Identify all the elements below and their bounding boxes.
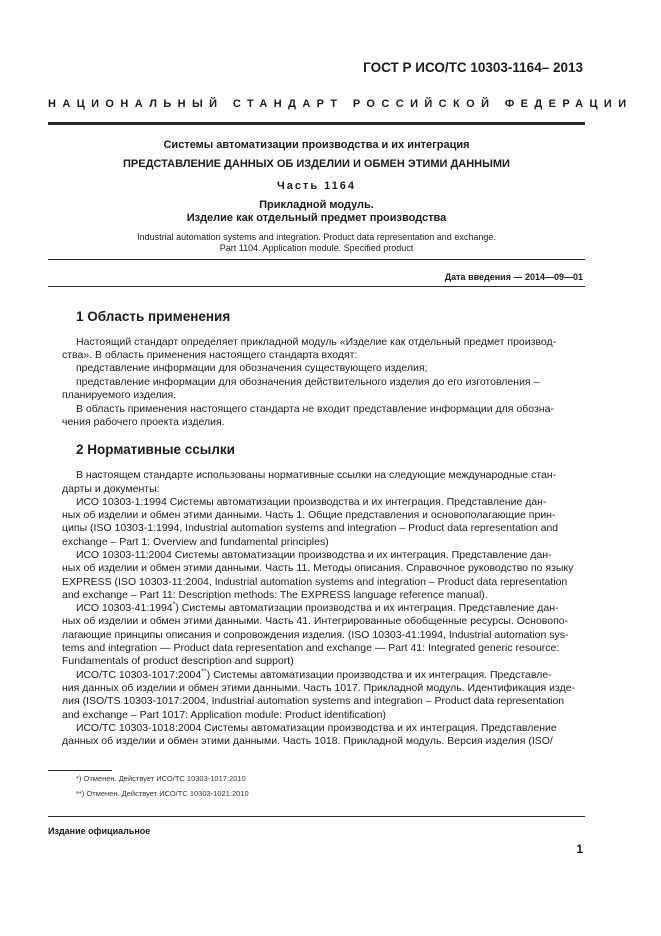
paragraph-line: Fundamentals of product description and support) <box>62 655 294 667</box>
paragraph-line: данных об изделии и обмен этими данными. Часть 1018. Прикладной модуль. Версия изделия (ISO/ <box>62 735 553 747</box>
paragraph-line: ных об изделии и обмен этими данными. Часть 41. Интегрированные обобщенные ресурсы. Основопо- <box>62 615 569 627</box>
paragraph-line: EXPRESS (ISO 10303-11:2004, Industrial automation systems and integration – Product data representation <box>62 576 568 588</box>
page-number: 1 <box>576 842 583 856</box>
paragraph-line: ИСО 10303-41:1994*) Системы автоматизации производства и их интеграция. Представление дан- <box>76 601 559 614</box>
paragraph-line: лия (ISO/TS 10303-1017:2004, Industrial automation systems and integration – Product data representation <box>62 695 565 707</box>
paragraph-line: ИСО/ТС 10303-1017:2004**) Системы автоматизации производства и их интеграция. Представле- <box>76 668 552 681</box>
edition-label: Издание официальное <box>48 826 151 836</box>
paragraph-line: ния данных об изделии и обмен этими данными. Часть 1017. Прикладной модуль. Идентификация изде- <box>62 682 576 694</box>
footnote: *) Отменен. Действует ИСО/ТС 10303-1017:2010 <box>76 774 246 783</box>
title-module-line2: Изделие как отдельный предмет производства <box>186 212 447 224</box>
document-code: ГОСТ Р ИСО/ТС 10303-1164– 2013 <box>363 60 583 75</box>
paragraph-line: exchange – Part 1: Overview and fundamental principles) <box>62 536 329 548</box>
title-part: Часть 1164 <box>276 180 357 192</box>
section-heading-scope: 1 Область применения <box>76 309 231 324</box>
footnote-marker: ** <box>201 668 207 676</box>
paragraph-line: чения рабочего проекта изделия. <box>62 416 225 428</box>
paragraph-line: ИСО/ТС 10303-1018:2004 Системы автоматизации производства и их интеграция. Представление <box>76 722 557 734</box>
paragraph-line: дарты и документы: <box>62 483 160 495</box>
paragraph-line: ИСО 10303-11:2004 Системы автоматизации производства и их интеграция. Представление дан- <box>76 549 552 561</box>
footnote-rule <box>48 770 112 771</box>
paragraph-line: В настоящем стандарте использованы нормативные ссылки на следующие международные стан- <box>76 469 557 481</box>
paragraph-line: планируемого изделия. <box>62 389 177 401</box>
paragraph-line: tems and integration — Product data representation and exchange — Part 41: Integrated generic resource: <box>62 642 560 654</box>
introduction-date: Дата введения — 2014—09—01 <box>444 272 583 282</box>
national-standard-heading: НАЦИОНАЛЬНЫЙ СТАНДАРТ РОССИЙСКОЙ ФЕДЕРАЦИИ <box>48 98 633 110</box>
paragraph-line: Настоящий стандарт определяет прикладной модуль «Изделие как отдельный предмет производ- <box>76 336 557 348</box>
paragraph-line: ных об изделии и обмен этими данными. Часть 1. Общие представления и основополагающие прин- <box>62 509 556 521</box>
english-title-line2: Part 1104. Application module. Specified product <box>219 243 414 253</box>
paragraph-line: ства». В область применения настоящего стандарта входят: <box>62 349 358 361</box>
paragraph-line: ИСО 10303-1:1994 Системы автоматизации производства и их интеграция. Представление дан- <box>76 496 547 508</box>
title-rule <box>48 259 585 260</box>
english-title-line1: Industrial automation systems and integration. Product data representation and exchange. <box>137 232 496 242</box>
footnote-marker: * <box>172 601 176 609</box>
paragraph-line: and exchange – Part 1017: Application module: Product identification) <box>62 709 386 721</box>
paragraph-line: and exchange – Part 11: Description methods: The EXPRESS language reference manual). <box>62 589 488 601</box>
paragraph-line: представление информации для обозначения действительного изделия до его изготовления – <box>76 376 540 388</box>
header-rule <box>48 122 585 125</box>
footer-rule <box>48 816 585 817</box>
date-rule <box>48 286 585 287</box>
paragraph-line: В область применения настоящего стандарта не входит представление информации для обозна- <box>76 403 554 415</box>
paragraph-line: лагающие принципы описания и сопровождения изделия. (ISO 10303-41:1994, Industrial automation sys- <box>62 629 569 641</box>
paragraph-line: ципы (ISO 10303-1:1994, Industrial automation systems and integration – Product data representation and <box>62 522 559 534</box>
title-series: Системы автоматизации производства и их интеграция <box>163 139 470 151</box>
title-module-line1: Прикладной модуль. <box>259 199 374 211</box>
title-main: ПРЕДСТАВЛЕНИЕ ДАННЫХ ОБ ИЗДЕЛИИ И ОБМЕН ЭТИМИ ДАННЫМИ <box>123 158 510 170</box>
footnote: **) Отменен. Действует ИСО/ТС 10303-1021:2010 <box>76 789 249 798</box>
section-heading-normative-references: 2 Нормативные ссылки <box>76 442 235 457</box>
paragraph-line: представление информации для обозначения существующего изделия; <box>76 362 428 374</box>
paragraph-line: ных об изделии и обмен этими данными. Часть 11. Методы описания. Справочное руководство по языку <box>62 562 574 574</box>
